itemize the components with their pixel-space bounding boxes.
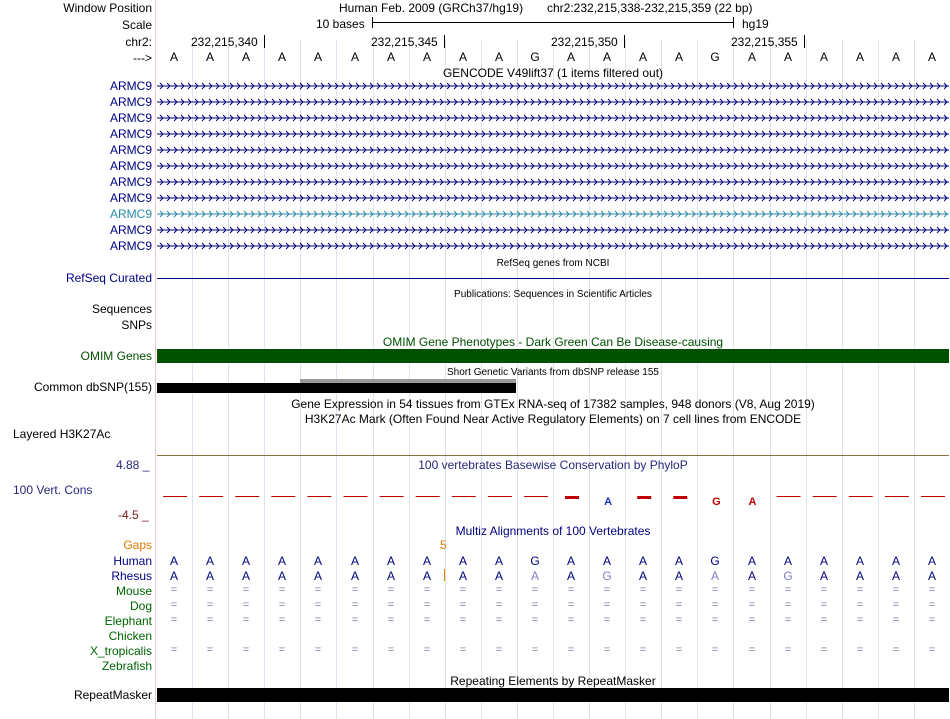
grid-line bbox=[806, 40, 807, 719]
conservation-mark bbox=[163, 496, 187, 497]
aligned-base: = bbox=[459, 584, 467, 596]
human-base: A bbox=[927, 554, 936, 568]
rhesus-base: A bbox=[277, 569, 286, 583]
conservation-mark bbox=[524, 496, 548, 497]
species-label-zebrafish[interactable]: Zebrafish bbox=[101, 659, 152, 673]
aligned-base: = bbox=[675, 614, 683, 626]
sequence-base: A bbox=[205, 50, 214, 64]
sequence-base: A bbox=[783, 50, 792, 64]
aligned-base: = bbox=[820, 584, 828, 596]
aligned-base: = bbox=[531, 599, 539, 611]
aligned-base: = bbox=[711, 614, 719, 626]
chrom-label: chr2: bbox=[125, 35, 152, 49]
species-label-human[interactable]: Human bbox=[113, 554, 152, 568]
rhesus-base: A bbox=[891, 569, 900, 583]
gene-label-armc9[interactable]: ARMC9 bbox=[109, 159, 152, 173]
rhesus-base: A bbox=[674, 569, 683, 583]
publications-label-snps[interactable]: SNPs bbox=[121, 318, 152, 332]
rhesus-base: A bbox=[638, 569, 647, 583]
coord-label-1: 232,215,340 bbox=[191, 35, 258, 49]
sequence-base: A bbox=[855, 50, 864, 64]
aligned-base: = bbox=[423, 644, 431, 656]
aligned-base: = bbox=[567, 599, 575, 611]
aligned-base: = bbox=[314, 644, 322, 656]
conservation-mark bbox=[673, 496, 687, 499]
repeatmasker-label[interactable]: RepeatMasker bbox=[73, 688, 152, 702]
gene-model-armc9[interactable] bbox=[157, 193, 949, 203]
aligned-base: = bbox=[206, 599, 214, 611]
aligned-base: = bbox=[278, 644, 286, 656]
human-base: A bbox=[602, 554, 611, 568]
human-base: A bbox=[855, 554, 864, 568]
gene-label-armc9[interactable]: ARMC9 bbox=[109, 143, 152, 157]
aligned-base: = bbox=[495, 644, 503, 656]
gene-model-armc9[interactable] bbox=[157, 113, 949, 123]
aligned-base: = bbox=[675, 599, 683, 611]
rhesus-base: G bbox=[602, 569, 612, 583]
sequence-base: A bbox=[927, 50, 936, 64]
coord-tick-3 bbox=[624, 35, 625, 48]
dbsnp-label[interactable]: Common dbSNP(155) bbox=[33, 380, 152, 394]
gene-label-armc9[interactable]: ARMC9 bbox=[109, 191, 152, 205]
aligned-base: = bbox=[856, 584, 864, 596]
aligned-base: = bbox=[495, 614, 503, 626]
aligned-base: = bbox=[784, 599, 792, 611]
position-text[interactable]: chr2:232,215,338-232,215,359 (22 bp) bbox=[547, 1, 753, 15]
gene-model-armc9[interactable] bbox=[157, 209, 949, 219]
conservation-mark bbox=[307, 496, 331, 497]
conservation-mark bbox=[885, 496, 909, 497]
gene-label-armc9[interactable]: ARMC9 bbox=[109, 207, 152, 221]
aligned-base: = bbox=[423, 584, 431, 596]
aligned-base: = bbox=[387, 584, 395, 596]
conservation-mark bbox=[199, 496, 223, 497]
aligned-base: = bbox=[820, 644, 828, 656]
rhesus-base: A bbox=[855, 569, 864, 583]
species-label-x_tropicalis[interactable]: X_tropicalis bbox=[89, 644, 152, 658]
human-base: A bbox=[638, 554, 647, 568]
conservation-mark bbox=[849, 496, 873, 497]
aligned-base: = bbox=[639, 599, 647, 611]
sequence-base: A bbox=[241, 50, 250, 64]
human-base: A bbox=[313, 554, 322, 568]
gene-model-armc9[interactable] bbox=[157, 161, 949, 171]
aligned-base: = bbox=[856, 614, 864, 626]
conservation-label[interactable]: 100 Vert. Cons bbox=[13, 483, 93, 497]
aligned-base: = bbox=[423, 599, 431, 611]
aligned-base: = bbox=[170, 614, 178, 626]
rhesus-base: A bbox=[566, 569, 575, 583]
coord-tick-4 bbox=[804, 35, 805, 48]
aligned-base: = bbox=[928, 614, 936, 626]
conservation-mark bbox=[344, 496, 368, 497]
human-base: A bbox=[458, 554, 467, 568]
aligned-base: = bbox=[278, 599, 286, 611]
human-base: A bbox=[241, 554, 250, 568]
aligned-base: = bbox=[242, 599, 250, 611]
human-base: A bbox=[205, 554, 214, 568]
aligned-base: = bbox=[170, 644, 178, 656]
grid-line bbox=[517, 40, 518, 719]
conservation-letter: A bbox=[604, 496, 613, 508]
grid-line bbox=[733, 40, 734, 719]
refseq-title: RefSeq genes from NCBI bbox=[496, 258, 610, 269]
gene-model-armc9[interactable] bbox=[157, 81, 949, 91]
sequence-base: A bbox=[169, 50, 178, 64]
aligned-base: = bbox=[928, 599, 936, 611]
conservation-mark bbox=[416, 496, 440, 497]
aligned-base: = bbox=[567, 584, 575, 596]
sequence-base: A bbox=[638, 50, 647, 64]
gene-label-armc9[interactable]: ARMC9 bbox=[109, 239, 152, 253]
gene-label-armc9[interactable]: ARMC9 bbox=[109, 111, 152, 125]
refseq-gene-line[interactable] bbox=[157, 278, 949, 279]
aligned-base: = bbox=[856, 599, 864, 611]
aligned-base: = bbox=[784, 614, 792, 626]
sequence-base: A bbox=[458, 50, 467, 64]
grid-line bbox=[914, 40, 915, 719]
sequence-base: A bbox=[350, 50, 359, 64]
conservation-letter: G bbox=[712, 496, 721, 508]
aligned-base: = bbox=[711, 644, 719, 656]
sequence-base: A bbox=[277, 50, 286, 64]
aligned-base: = bbox=[351, 644, 359, 656]
strand-label: ---> bbox=[133, 51, 152, 65]
aligned-base: = bbox=[495, 584, 503, 596]
aligned-base: = bbox=[748, 614, 756, 626]
aligned-base: = bbox=[423, 614, 431, 626]
scale-bar bbox=[372, 22, 733, 23]
gaps-label[interactable]: Gaps bbox=[123, 538, 152, 552]
sequence-base: A bbox=[566, 50, 575, 64]
conservation-mark bbox=[488, 496, 512, 497]
sequence-base: A bbox=[494, 50, 503, 64]
gene-label-armc9[interactable]: ARMC9 bbox=[109, 79, 152, 93]
rhesus-base: A bbox=[241, 569, 250, 583]
aligned-base: = bbox=[459, 614, 467, 626]
grid-line bbox=[842, 40, 843, 719]
sequence-base: A bbox=[747, 50, 756, 64]
aligned-base: = bbox=[351, 599, 359, 611]
aligned-base: = bbox=[711, 599, 719, 611]
aligned-base: = bbox=[711, 584, 719, 596]
rhesus-base: A bbox=[386, 569, 395, 583]
conservation-max-label: 4.88 _ bbox=[116, 458, 150, 472]
rhesus-base: A bbox=[819, 569, 828, 583]
sequence-base: A bbox=[819, 50, 828, 64]
species-label-elephant[interactable]: Elephant bbox=[104, 614, 152, 628]
publications-label-sequences[interactable]: Sequences bbox=[91, 302, 152, 316]
grid-line bbox=[553, 40, 554, 719]
human-base: A bbox=[422, 554, 431, 568]
aligned-base: = bbox=[242, 584, 250, 596]
publications-title: Publications: Sequences in Scientific Articles bbox=[454, 289, 652, 300]
aligned-base: = bbox=[387, 614, 395, 626]
aligned-base: = bbox=[351, 584, 359, 596]
aligned-base: = bbox=[784, 644, 792, 656]
conservation-min-label: -4.5 _ bbox=[118, 508, 149, 522]
aligned-base: = bbox=[351, 614, 359, 626]
human-base: A bbox=[819, 554, 828, 568]
rhesus-base: A bbox=[710, 569, 719, 583]
aligned-base: = bbox=[170, 599, 178, 611]
human-base: A bbox=[891, 554, 900, 568]
aligned-base: = bbox=[784, 584, 792, 596]
sequence-base: A bbox=[891, 50, 900, 64]
aligned-base: = bbox=[603, 584, 611, 596]
conservation-mark bbox=[921, 496, 945, 497]
rhesus-base: A bbox=[350, 569, 359, 583]
aligned-base: = bbox=[928, 584, 936, 596]
sequence-base: A bbox=[313, 50, 322, 64]
species-label-rhesus[interactable]: Rhesus bbox=[111, 569, 152, 583]
aligned-base: = bbox=[567, 614, 575, 626]
aligned-base: = bbox=[531, 644, 539, 656]
aligned-base: = bbox=[820, 599, 828, 611]
gene-label-armc9[interactable]: ARMC9 bbox=[109, 223, 152, 237]
repeatmasker-bar[interactable] bbox=[157, 688, 949, 702]
rhesus-base: A bbox=[927, 569, 936, 583]
conservation-mark bbox=[271, 496, 295, 497]
species-label-dog[interactable]: Dog bbox=[129, 599, 152, 613]
h3k27ac-label[interactable]: Layered H3K27Ac bbox=[13, 427, 111, 441]
aligned-base: = bbox=[387, 599, 395, 611]
sequence-base: G bbox=[710, 50, 720, 64]
aligned-base: = bbox=[206, 584, 214, 596]
conservation-mark bbox=[777, 496, 801, 497]
rhesus-base: A bbox=[205, 569, 214, 583]
aligned-base: = bbox=[639, 614, 647, 626]
gtex-title: Gene Expression in 54 tissues from GTEx RNA-seq of 17382 samples, 948 donors (V8, Aug 2019) bbox=[291, 397, 815, 411]
scale-bar-right-tick bbox=[733, 17, 734, 28]
scale-label: Scale bbox=[121, 18, 152, 32]
h3k27ac-baseline bbox=[157, 455, 949, 456]
gene-model-armc9[interactable] bbox=[157, 241, 949, 251]
sequence-base: A bbox=[386, 50, 395, 64]
window-position-label: Window Position bbox=[63, 1, 152, 15]
aligned-base: = bbox=[314, 584, 322, 596]
rhesus-base: A bbox=[169, 569, 178, 583]
aligned-base: = bbox=[314, 614, 322, 626]
grid-line bbox=[589, 40, 590, 719]
conservation-mark bbox=[380, 496, 404, 497]
conservation-mark bbox=[813, 496, 837, 497]
grid-line bbox=[228, 40, 229, 719]
aligned-base: = bbox=[892, 599, 900, 611]
rhesus-base: A bbox=[458, 569, 467, 583]
human-base: A bbox=[783, 554, 792, 568]
human-base: A bbox=[494, 554, 503, 568]
db-label: hg19 bbox=[742, 17, 769, 31]
aligned-base: = bbox=[531, 614, 539, 626]
gene-model-armc9[interactable] bbox=[157, 145, 949, 155]
sequence-base: G bbox=[530, 50, 540, 64]
aligned-base: = bbox=[387, 644, 395, 656]
rhesus-base: A bbox=[530, 569, 539, 583]
human-base: A bbox=[747, 554, 756, 568]
grid-line bbox=[770, 40, 771, 719]
human-base: A bbox=[386, 554, 395, 568]
aligned-base: = bbox=[603, 614, 611, 626]
aligned-base: = bbox=[639, 584, 647, 596]
aligned-base: = bbox=[531, 584, 539, 596]
aligned-base: = bbox=[459, 599, 467, 611]
refseq-label[interactable]: RefSeq Curated bbox=[65, 271, 152, 285]
aligned-base: = bbox=[675, 584, 683, 596]
sequence-base: A bbox=[602, 50, 611, 64]
dbsnp-variant-bar[interactable] bbox=[157, 383, 516, 393]
grid-line bbox=[661, 40, 662, 719]
human-base: A bbox=[350, 554, 359, 568]
conservation-mark bbox=[565, 496, 579, 499]
aligned-base: = bbox=[242, 644, 250, 656]
grid-line bbox=[878, 40, 879, 719]
aligned-base: = bbox=[820, 614, 828, 626]
conservation-mark bbox=[452, 496, 476, 497]
coord-label-2: 232,215,345 bbox=[371, 35, 438, 49]
rhesus-base: A bbox=[313, 569, 322, 583]
aligned-base: = bbox=[856, 644, 864, 656]
human-base: A bbox=[169, 554, 178, 568]
coord-tick-1 bbox=[264, 35, 265, 48]
conservation-mark bbox=[235, 496, 259, 497]
aligned-base: = bbox=[892, 644, 900, 656]
aligned-base: = bbox=[278, 614, 286, 626]
sequence-base: A bbox=[674, 50, 683, 64]
coord-tick-2 bbox=[444, 35, 445, 48]
aligned-base: = bbox=[459, 644, 467, 656]
aligned-base: = bbox=[675, 644, 683, 656]
multiz-title: Multiz Alignments of 100 Vertebrates bbox=[455, 524, 651, 538]
dbsnp-title: Short Genetic Variants from dbSNP release 155 bbox=[447, 367, 659, 378]
aligned-base: = bbox=[748, 599, 756, 611]
aligned-base: = bbox=[928, 644, 936, 656]
human-base: A bbox=[674, 554, 683, 568]
gencode-title: GENCODE V49lift37 (1 items filtered out) bbox=[442, 66, 664, 80]
assembly-text: Human Feb. 2009 (GRCh37/hg19) bbox=[339, 1, 524, 15]
omim-gene-bar[interactable] bbox=[157, 349, 949, 363]
gene-model-armc9[interactable] bbox=[157, 177, 949, 187]
rhesus-base: A bbox=[494, 569, 503, 583]
aligned-base: = bbox=[603, 599, 611, 611]
aligned-base: = bbox=[748, 584, 756, 596]
species-label-mouse[interactable]: Mouse bbox=[115, 584, 152, 598]
grid-line bbox=[264, 40, 265, 719]
sequence-base: A bbox=[422, 50, 431, 64]
gene-label-armc9[interactable]: ARMC9 bbox=[109, 95, 152, 109]
gene-model-armc9[interactable] bbox=[157, 129, 949, 139]
species-label-chicken[interactable]: Chicken bbox=[108, 629, 152, 643]
aligned-base: = bbox=[748, 644, 756, 656]
dbsnp-variant-bar-light[interactable] bbox=[300, 379, 516, 383]
insertion-mark bbox=[444, 569, 445, 581]
rhesus-base: A bbox=[747, 569, 756, 583]
gap-count: 5 bbox=[440, 538, 447, 552]
aligned-base: = bbox=[495, 599, 503, 611]
grid-line bbox=[697, 40, 698, 719]
omim-label[interactable]: OMIM Genes bbox=[80, 349, 152, 363]
h3k27ac-title: H3K27Ac Mark (Often Found Near Active Regulatory Elements) on 7 cell lines from ENCODE bbox=[304, 412, 802, 426]
rhesus-base: G bbox=[783, 569, 793, 583]
repeatmasker-title: Repeating Elements by RepeatMasker bbox=[450, 674, 656, 688]
human-base: G bbox=[530, 554, 540, 568]
aligned-base: = bbox=[892, 584, 900, 596]
aligned-base: = bbox=[170, 584, 178, 596]
human-base: A bbox=[277, 554, 286, 568]
gene-model-armc9[interactable] bbox=[157, 225, 949, 235]
conservation-title: 100 vertebrates Basewise Conservation by PhyloP bbox=[418, 458, 688, 472]
conservation-mark bbox=[637, 496, 651, 499]
aligned-base: = bbox=[639, 644, 647, 656]
human-base: A bbox=[566, 554, 575, 568]
aligned-base: = bbox=[314, 599, 322, 611]
aligned-base: = bbox=[206, 614, 214, 626]
conservation-logo bbox=[157, 488, 949, 514]
conservation-letter: A bbox=[748, 496, 757, 508]
aligned-base: = bbox=[892, 614, 900, 626]
gene-model-armc9[interactable] bbox=[157, 97, 949, 107]
scale-text: 10 bases bbox=[316, 17, 365, 31]
aligned-base: = bbox=[603, 644, 611, 656]
grid-line bbox=[192, 40, 193, 719]
label-column-separator bbox=[155, 0, 156, 719]
aligned-base: = bbox=[567, 644, 575, 656]
coord-label-4: 232,215,355 bbox=[731, 35, 798, 49]
grid-line bbox=[625, 40, 626, 719]
rhesus-base: A bbox=[422, 569, 431, 583]
omim-title: OMIM Gene Phenotypes - Dark Green Can Be Disease-causing bbox=[382, 335, 724, 349]
gene-label-armc9[interactable]: ARMC9 bbox=[109, 127, 152, 141]
gene-label-armc9[interactable]: ARMC9 bbox=[109, 175, 152, 189]
aligned-base: = bbox=[278, 584, 286, 596]
human-base: G bbox=[710, 554, 720, 568]
coord-label-3: 232,215,350 bbox=[551, 35, 618, 49]
aligned-base: = bbox=[242, 614, 250, 626]
aligned-base: = bbox=[206, 644, 214, 656]
